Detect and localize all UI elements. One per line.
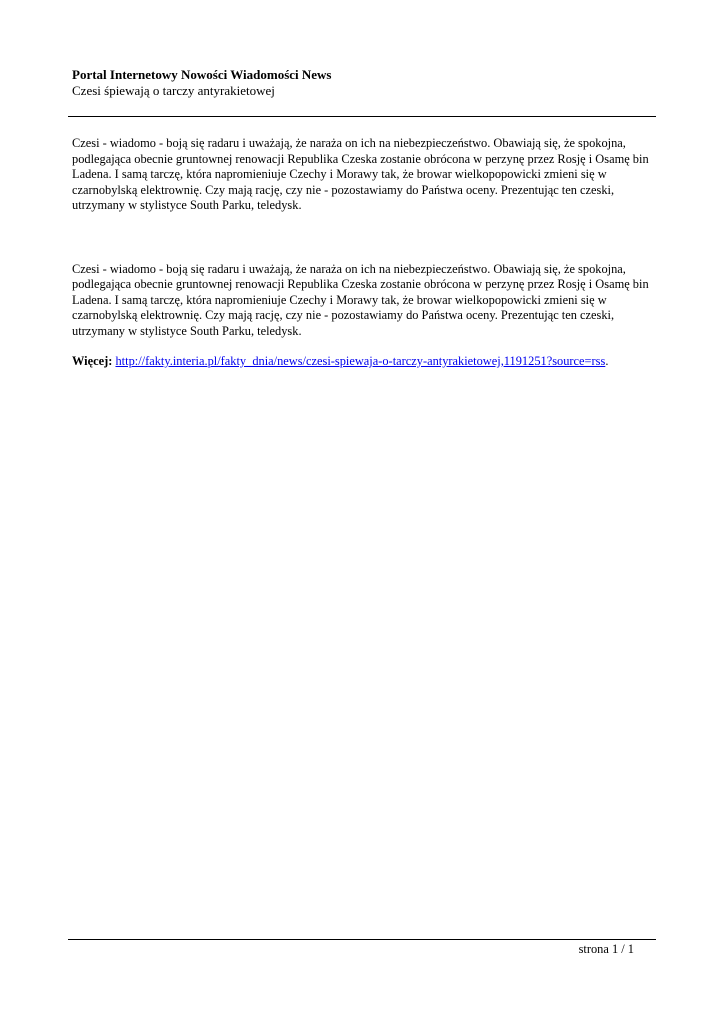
article-title: Czesi śpiewają o tarczy antyrakietowej [72, 83, 275, 98]
more-suffix: . [605, 354, 609, 368]
more-label: Więcej: [72, 354, 113, 368]
article-content [72, 136, 656, 370]
article-body: Czesi - wiadomo - boją się radaru i uważają, że naraża on ich na niebezpieczeństwo. Obawiają się, że spokojna, podlegająca obecnie gruntownej renowacji Republika Czeska zostanie obrócona w perzynę przez Rosję i Osamę bin Ladena. I samą tarczę, która napromieniuje Czechy i Morawy tak, że browar wielkopopowicki zmieni się w czarnobylską elektrownię. Czy mają rację, czy nie - pozostawiamy do Państwa oceny. Prezentując ten czeski, utrzymany w stylistyce South Parku, teledysk. [72, 261, 649, 338]
source-link[interactable]: http://fakty.interia.pl/fakty_dnia/news/czesi-spiewaja-o-tarczy-antyrakietowej,1191251?source=rss [115, 354, 606, 368]
header-divider [68, 116, 656, 117]
site-title: Portal Internetowy Nowości Wiadomości News [72, 67, 332, 82]
footer-divider [68, 939, 656, 940]
document-header [72, 67, 652, 99]
page-number: strona 1 / 1 [578, 942, 634, 956]
more-line [72, 354, 656, 370]
article-lead: Czesi - wiadomo - boją się radaru i uważają, że naraża on ich na niebezpieczeństwo. Obawiają się, że spokojna, podlegająca obecnie gruntownej renowacji Republika Czeska zostanie obrócona w perzynę przez Rosję i Osamę bin Ladena. I samą tarczę, która napromieniuje Czechy i Morawy tak, że browar wielkopopowicki zmieni się w czarnobylską elektrownię. Czy mają rację, czy nie - pozostawiamy do Państwa oceny. Prezentując ten czeski, utrzymany w stylistyce South Parku, teledysk. [72, 136, 649, 212]
